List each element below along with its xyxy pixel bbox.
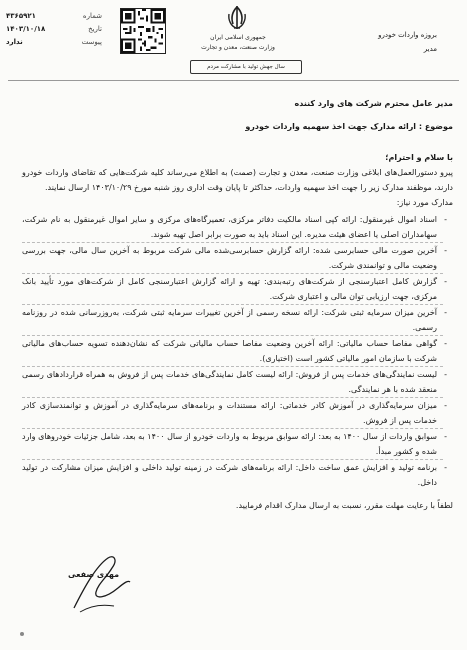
slogan-banner: سال جهش تولید با مشارکت مردم (190, 60, 302, 74)
meta-date-row (6, 23, 102, 36)
list-item: - برنامه تولید و افزایش عمق ساخت داخل: ارائه برنامه‌های شرکت در زمینه تولید داخلی و افزایش میزان مشارکت در تولید داخل. (22, 460, 443, 490)
list-item: - آخرین میزان سرمایه ثبتی شرکت: ارائه نسخه رسمی از آخرین تغییرات سرمایه ثبتی شرکت، به‌روزرسانی شده در روزنامه رسمی. (22, 305, 443, 336)
header-recipient (378, 28, 437, 56)
signer-name: مهدی صفعی (68, 570, 120, 579)
letter-meta (6, 10, 102, 49)
meta-number-row (6, 10, 102, 23)
recipient-unit: بروزه واردات خودرو (378, 31, 437, 39)
letter-number: ۴۳۶۵۹۲۱ (6, 12, 36, 20)
list-item: - آخرین صورت مالی حسابرسی شده: ارائه گزارش حسابرسی‌شده مالی شرکت مربوط به آخرین سال مالی، جهت بررسی وضعیت مالی و توانمندی شرکت. (22, 243, 443, 274)
gov-line-2: وزارت صنعت، معدن و تجارت (201, 44, 275, 51)
recipient-role: مدیر (423, 45, 437, 53)
meta-attachment-row (6, 36, 102, 49)
list-item: - سوابق واردات از سال ۱۴۰۰ به بعد: ارائه سوابق مربوط به واردات خودرو از سال ۱۴۰۰ به بعد، شامل جزئیات خودروهای وارد شده و کشور مبدأ. (22, 429, 443, 460)
dot-mark (20, 632, 24, 636)
letter-greeting: با سلام و احترام؛ (385, 153, 453, 162)
iran-emblem-icon (224, 4, 250, 32)
list-item: - گواهی مفاصا حساب مالیاتی: ارائه آخرین وضعیت مفاصا حساب مالیاتی شرکت که نشان‌دهنده تسویه حساب‌های مالیاتی شرکت با سازمان امور مالیاتی کشور است (اختیاری). (22, 336, 443, 367)
letter-intro: پیرو دستورالعمل‌های ابلاغی وزارت صنعت، معدن و تجارت (صمت) به اطلاع می‌رساند کلیه شرکت‌هایی که تقاضای واردات خودرو دارند، موظفند مدارک زیر را جهت اخذ سهمیه واردات، حداکثر تا پایان وقت اداری روز شنبه مورخ ۱۴۰۳/۱۰/۲۹ ارسال نمایند. (22, 168, 453, 192)
letter-date: ۱۴۰۳/۱۰/۱۸ (6, 25, 46, 33)
docs-heading: مدارک مورد نیاز: (396, 198, 453, 207)
letter-subject: موضوع : ارائه مدارک جهت اخذ سهمیه واردات خودرو (245, 122, 453, 131)
list-item: - اسناد اموال غیرمنقول: ارائه کپی اسناد مالکیت دفاتر مرکزی، تعمیرگاه‌های مرکزی و سایر اموال غیرمنقول به نام شرکت، سهامداران اصلی یا اعضای هیئت مدیره. این اسناد باید به صورت برابر اصل تهیه شوند. (22, 212, 443, 243)
letter-closing: لطفاً با رعایت مهلت مقرر، نسبت به ارسال مدارک اقدام فرمایید. (235, 501, 453, 510)
letter-attachment: ندارد (6, 38, 23, 46)
letter-number-label: شماره (82, 12, 102, 20)
letter-attachment-label: پیوست (81, 38, 102, 46)
letter-date-label: تاریخ (88, 25, 102, 33)
gov-line-1: جمهوری اسلامی ایران (210, 34, 266, 41)
letter-body (22, 92, 453, 513)
list-item: - میزان سرمایه‌گذاری در آموزش کادر خدماتی: ارائه مستندات و برنامه‌های سرمایه‌گذاری در آموزش و توانمندسازی کادر خدمات پس از فروش. (22, 398, 443, 429)
required-docs-list (22, 212, 453, 490)
list-item: - لیست نمایندگی‌های خدمات پس از فروش: ارائه لیست کامل نمایندگی‌های خدمات پس از فروش به همراه قراردادهای رسمی منعقد شده با هر نمایندگی. (22, 367, 443, 398)
list-item: - گزارش کامل اعتبارسنجی از شرکت‌های رتبه‌بندی: تهیه و ارائه گزارش اعتبارسنجی کامل از شرکت‌های مورد تأیید بانک مرکزی، جهت ارزیابی توان مالی و اعتباری شرکت. (22, 274, 443, 305)
letter-addressee: مدیر عامل محترم شرکت های وارد کننده (294, 99, 453, 108)
qr-code (120, 8, 166, 54)
handwritten-signature (66, 548, 136, 618)
header-divider (8, 80, 459, 81)
